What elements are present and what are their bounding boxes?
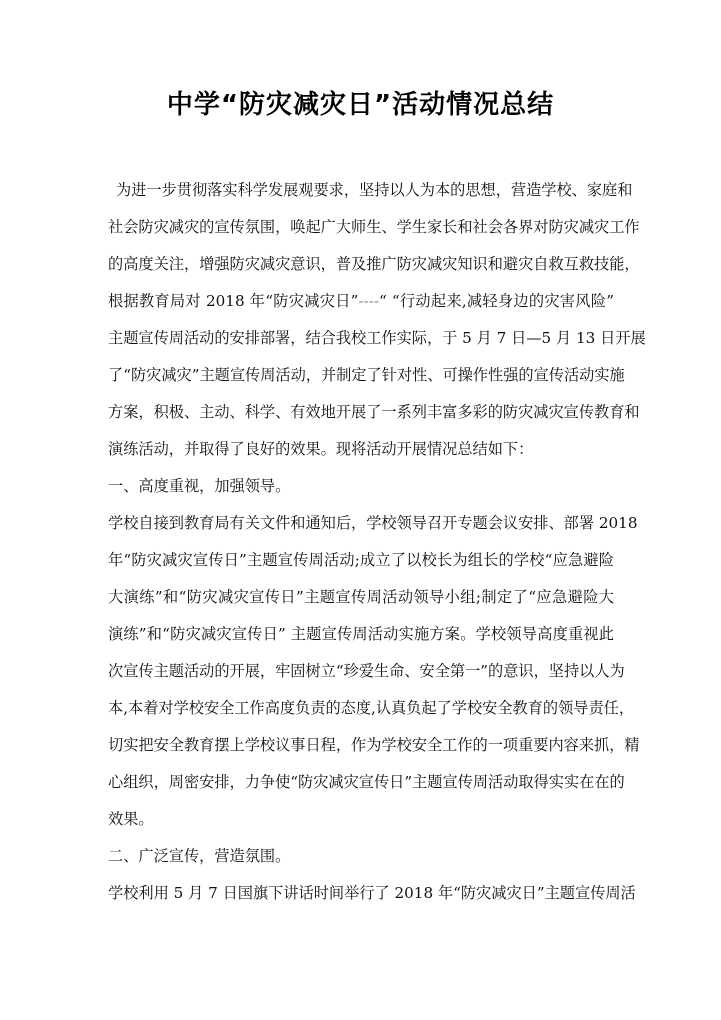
paragraph-line: 演练活动，并取得了良好的效果。现将活动开展情况总结如下：: [108, 440, 534, 458]
section-heading-2: 二、广泛宣传，营造氛围。: [108, 847, 291, 865]
paragraph-line: 学校自接到教育局有关文件和通知后，学校领导召开专题会议安排、部署 2018: [108, 514, 638, 532]
paragraph-line: 社会防灾减灾的宣传氛围，唤起广大师生、学生家长和社会各界对防灾减灾工作: [108, 218, 640, 236]
paragraph-line: 年“防灾减灾宣传日”主题宣传周活动;成立了以校长为组长的学校“应急避险: [108, 551, 614, 569]
document-title: 中学“防灾减灾日”活动情况总结: [166, 90, 555, 120]
paragraph-line: 的高度关注，增强防灾减灾意识，普及推广防灾减灾知识和避灾自救互救技能，: [108, 255, 640, 273]
paragraph-line: 学校利用 5 月 7 日国旗下讲话时间举行了 2018 年“防灾减灾日”主题宣传周活: [108, 884, 636, 902]
line-text: “ “行动起来,减轻身边的灾害风险”: [378, 292, 614, 310]
paragraph-line: 演练”和“防灾减灾宣传日” 主题宣传周活动实施方案。学校领导高度重视此: [108, 625, 614, 643]
document-body: [108, 172, 646, 912]
paragraph-line: 了“防灾减灾”主题宣传周活动，并制定了针对性、可操作性强的宣传活动实施: [108, 366, 625, 384]
paragraph-line: 方案，积极、主动、科学、有效地开展了一系列丰富多彩的防灾减灾宣传教育和: [108, 403, 640, 421]
section-heading-1: 一、高度重视，加强领导。: [108, 477, 291, 495]
line-text: 根据教育局对 2018 年“防灾减灾日”: [108, 292, 359, 310]
paragraph-line: 次宣传主题活动的开展，牢固树立“珍爱生命、安全第一”的意识，坚持以人为: [108, 662, 625, 680]
paragraph-line: 本,本着对学校安全工作高度负责的态度,认真负起了学校安全教育的领导责任，: [108, 699, 635, 717]
paragraph-line: 大演练”和“防灾减灾宣传日”主题宣传周活动领导小组;制定了“应急避险大: [108, 588, 614, 606]
dash-separator: ----: [358, 292, 379, 310]
paragraph-line: 效果。: [108, 810, 154, 828]
paragraph-line: 为进一步贯彻落实科学发展观要求，坚持以人为本的思想，营造学校、家庭和: [116, 181, 633, 199]
paragraph-line: 主题宣传周活动的安排部署，结合我校工作实际，于 5 月 7 日—5 月 13 日开展: [108, 329, 646, 347]
paragraph-line: 切实把安全教育摆上学校议事日程，作为学校安全工作的一项重要内容来抓，精: [108, 736, 640, 754]
paragraph-line: 心组织，周密安排，力争使“防灾减灾宣传日”主题宣传周活动取得实实在在的: [108, 773, 625, 791]
paragraph-line: [108, 283, 614, 320]
